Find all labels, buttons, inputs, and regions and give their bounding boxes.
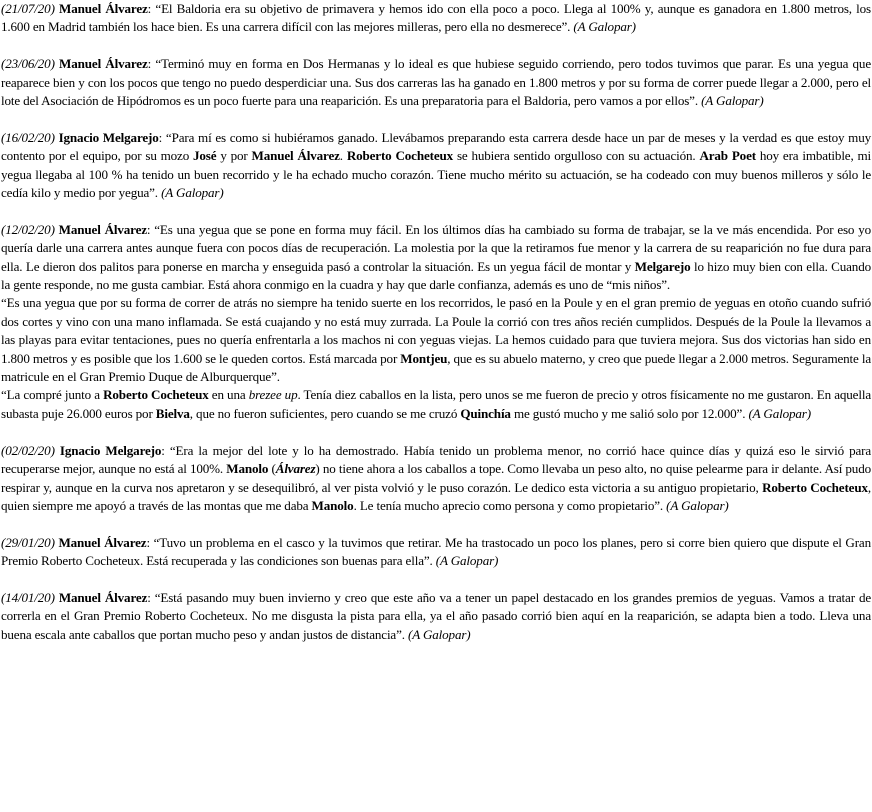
source-credit: (A Galopar)	[408, 626, 471, 642]
text-run: (	[268, 461, 276, 477]
text-run: , que no fueron suficientes, pero cuando se me cruzó	[189, 405, 461, 421]
text-run: ) no tiene ahora a los caballos a tope. Como llevaba un peso alto, no quise pelearme para ir delante. Así pudo respirar y, aunque en la curva nos apretaron y se desequilibró, al ver pista volvió y le puso corazón. Le dedico esta victoria a su antiguo propietario,	[1, 461, 871, 495]
italic-term: brezee up	[248, 387, 298, 403]
text-run: me gustó mucho y me salió solo por 12.000”.	[510, 405, 749, 421]
source-credit: (A Galopar)	[701, 93, 764, 109]
name-bold: Manuel Álvarez	[251, 148, 340, 164]
name-bold: José	[193, 148, 217, 164]
quote-entry	[1, 0, 871, 37]
text-run: : “Es una yegua que se pone en forma muy fácil. En los últimos días ha cambiado su forma de trabajar, se la ve más encendida. Por eso yo quería darle una carrera antes aunque fuera con pocos días de recuperación. La molestia por la que la retiramos fue menor y la carrera de su reaparición no fue dura para ella. Le dieron dos palitos para ponerse en marcha y enseguida pasó a controlar la situación. Es un yegua fácil de montar y	[1, 221, 872, 274]
source-credit: (A Galopar)	[748, 405, 811, 421]
quote-paragraph	[1, 55, 871, 110]
text-run: . Le tenía mucho aprecio como persona y como propietario”.	[353, 497, 667, 513]
text-run: lo hizo muy bien con ella. Cuando la gente responde, no me gusta cambiar. Está ahora conmigo en la cuadra y hay que darle confianza, además es uno de “mis niños”.	[1, 258, 871, 293]
text-run: , que es su abuelo materno, y creo que puede llegar a 2.000 metros. Seguramente la matricule en el Gran Premio Duque de Alburquerque”.	[1, 350, 871, 385]
name-bold: Roberto Cocheteux	[103, 387, 209, 403]
text-run: : “Terminó muy en forma en Dos Hermanas y lo ideal es que hubiese seguido corriendo, pero todos tuvimos que parar. Es una yegua que reaparece bien y con los pocos que tengo no puedo desperdiciar una. Sus dos carreras las ha ganado en 1.800 metros y por su forma de correr puede llegar a 2.000, pero el lote del Asociación de Hipódromos es un poco fuerte para una reaparición. Es una preparatoria para el Baldoria, pero vamos a por ellos”.	[1, 56, 871, 109]
name-bold: Manuel Álvarez	[59, 56, 148, 72]
text-run: : “Tuvo un problema en el casco y la tuvimos que retirar. Me ha trastocado un poco los planes, pero si corre bien quiero que dispute el Gran Premio Roberto Cocheteux. Está recuperada y las condiciones son buenas para ella”.	[1, 534, 871, 569]
name-bold: Manuel Álvarez	[58, 221, 147, 237]
name-bold-italic: Álvarez	[275, 461, 316, 477]
text-run: .	[339, 148, 347, 164]
entry-date: (02/02/20)	[1, 442, 55, 458]
quote-paragraph	[1, 221, 871, 295]
quote-paragraph	[1, 534, 871, 571]
text-run: en una	[208, 387, 249, 403]
quote-entry	[1, 442, 871, 516]
entry-date: (16/02/20)	[1, 129, 55, 145]
source-credit: (A Galopar)	[666, 497, 729, 513]
source-credit: (A Galopar)	[161, 185, 224, 201]
text-run: : “Para mí es como si hubiéramos ganado. Llevábamos preparando esta carrera desde hace un par de meses y la verdad es que estoy muy contento por el equipo, por su mozo	[1, 129, 871, 164]
quote-entry	[1, 589, 871, 644]
text-run: : “El Baldoria era su objetivo de primavera y hemos ido con ella poco a poco. Llega al 100% y, aunque es ganadora en 1.800 metros, los 1.600 en Madrid también los hace bien. Es una carrera difícil con las mejores milleras, pero ella no desmerece”.	[1, 1, 872, 35]
text-run: : “Está pasando muy buen invierno y creo que este año va a tener un papel destacado en los grandes premios de yeguas. Vamos a tratar de correrla en el Gran Premio Roberto Cocheteux. No me disgusta la pista para ella, ya el año pasado corrió bien aquí en la reaparición, se adapta bien a todo. Lleva una buena escala ante caballos que portan mucho peso y andan justos de distancia”.	[1, 589, 871, 642]
name-bold: Roberto Cocheteux	[762, 479, 868, 495]
name-bold: Manuel Álvarez	[58, 589, 148, 605]
quote-paragraph	[1, 129, 871, 203]
text-run: se hubiera sentido orgulloso con su actuación.	[453, 148, 700, 164]
text-run: , quien siempre me apoyó a través de las montas que me daba	[1, 479, 871, 513]
name-bold: Manolo	[311, 497, 354, 513]
quote-entry	[1, 534, 871, 571]
entry-date: (23/06/20)	[1, 56, 55, 72]
quote-paragraph	[1, 589, 871, 644]
name-bold: Bielva	[155, 405, 190, 421]
name-bold: Ignacio Melgarejo	[58, 129, 159, 145]
quote-paragraph	[1, 0, 871, 37]
name-bold: Manuel Álvarez	[59, 1, 148, 16]
name-bold: Quinchía	[460, 405, 511, 421]
quote-entry	[1, 221, 871, 423]
name-bold: Ignacio Melgarejo	[59, 442, 162, 458]
quote-paragraph	[1, 442, 871, 516]
source-credit: (A Galopar)	[435, 553, 499, 569]
quote-entry	[1, 129, 871, 203]
quote-paragraph	[1, 386, 871, 423]
source-credit: (A Galopar)	[573, 19, 636, 35]
text-run: “La compré junto a	[1, 387, 104, 403]
name-bold: Montjeu	[400, 350, 448, 366]
name-bold: Roberto Cocheteux	[346, 148, 454, 164]
name-bold: Arab Poet	[699, 148, 756, 164]
text-run: . Tenía diez caballos en la lista, pero unos se me fueron de precio y otros físicamente no me gustaron. En aquella subasta puje 26.000 euros por	[1, 387, 871, 421]
text-run: y por	[216, 148, 252, 164]
name-bold: Manolo	[226, 461, 269, 477]
text-run: hoy era imbatible, mi yegua llegaba al 100 % ha tenido un buen recorrido y le ha echado mucho corazón. Tiene mucho mérito su actuación, se ha codeado con muy buenos milleros y sólo le cedía kilo y medio por yegua”.	[1, 148, 872, 201]
quote-entry	[1, 55, 871, 110]
entry-date: (21/07/20)	[1, 1, 55, 16]
name-bold: Manuel Álvarez	[58, 534, 147, 550]
entry-date: (14/01/20)	[1, 589, 55, 605]
quote-paragraph	[1, 294, 871, 386]
entry-date: (29/01/20)	[1, 534, 55, 550]
entry-date: (12/02/20)	[1, 221, 55, 237]
text-run: : “Era la mejor del lote y lo ha demostrado. Había tenido un problema menor, no corrió hace quince días y quizá eso le sirvió para recuperarse mejor, aunque no está al 100%.	[1, 442, 872, 477]
name-bold: Melgarejo	[634, 258, 691, 274]
text-run: “Es una yegua que por su forma de correr de atrás no siempre ha tenido suerte en los recorridos, le pasó en la Poule y en el gran premio de yeguas en otoño cuando sufrió dos cortes y vino con una mano inflamada. Se está cuajando y no está muy zurrada. La Poule la corrió con tres años recién cumplidos. Después de la Poule la llevamos a las playas para evitar tentaciones, pues no quería enfrentarla a los machos ni con yeguas viejas. La hemos cuidado para que tuviera mejora. Sus dos victorias han sido en 1.800 metros y es posible que los 1.600 se le queden cortos. Está marcada por	[1, 295, 871, 366]
